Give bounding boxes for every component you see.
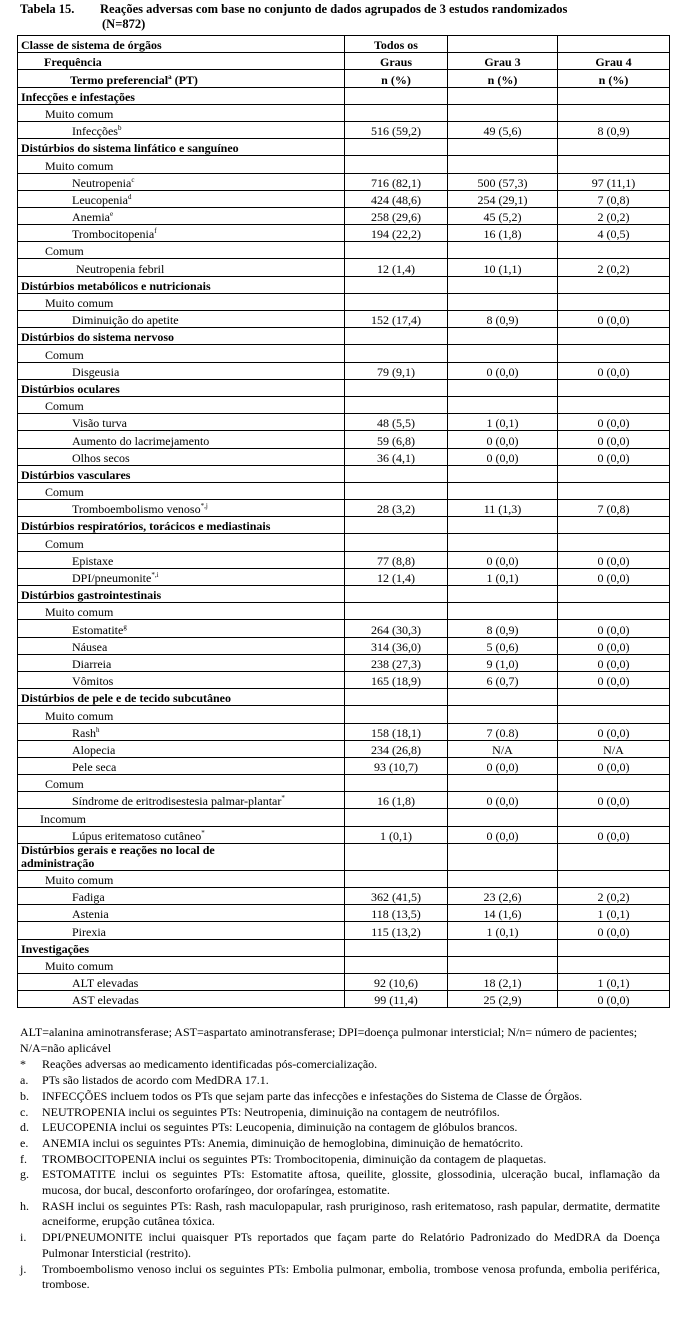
table-row bbox=[18, 991, 670, 1008]
footnote bbox=[20, 1199, 660, 1230]
value-g4: 2 (0,2) bbox=[558, 259, 670, 276]
value-g3: 16 (1,8) bbox=[448, 225, 558, 242]
footnote bbox=[20, 1057, 660, 1073]
value-g4: 0 (0,0) bbox=[558, 551, 670, 568]
footnote-text: Reações adversas ao medicamento identificadas pós-comercialização. bbox=[42, 1057, 378, 1072]
value-g4: 0 (0,0) bbox=[558, 922, 670, 939]
value-g4: 7 (0,8) bbox=[558, 190, 670, 207]
table-row bbox=[18, 190, 670, 207]
table-row bbox=[18, 620, 670, 637]
value-g4: 7 (0,8) bbox=[558, 500, 670, 517]
table-row bbox=[18, 311, 670, 328]
organ-class-row bbox=[18, 586, 670, 603]
abbreviations-note: ALT=alanina aminotransferase; AST=aspartato aminotransferase; DPI=doença pulmonar intersticial; N/n= número de pacientes; N/A=não aplicável bbox=[20, 1025, 638, 1055]
value-all: 59 (6,8) bbox=[345, 431, 448, 448]
footnote bbox=[20, 1073, 660, 1089]
value-g3: 0 (0,0) bbox=[448, 551, 558, 568]
value-g4: 0 (0,0) bbox=[558, 620, 670, 637]
organ-class-row bbox=[18, 87, 670, 104]
header-row-3 bbox=[18, 70, 670, 87]
footnote-text: RASH inclui os seguintes PTs: Rash, rash maculopapular, rash pruriginoso, rash eritematoso, rash papular, dermatite, dermatite acneiforme, erupção cutânea tóxica. bbox=[42, 1198, 660, 1229]
footnote-marker: j. bbox=[20, 1261, 27, 1276]
frequency-row bbox=[18, 870, 670, 887]
organ-class-row bbox=[18, 328, 670, 345]
frequency-row bbox=[18, 293, 670, 310]
organ-class-row bbox=[18, 276, 670, 293]
value-all: 79 (9,1) bbox=[345, 362, 448, 379]
frequency-label: Muito comum bbox=[18, 603, 345, 620]
preferred-term: Astenia bbox=[18, 905, 345, 922]
value-all: 258 (29,6) bbox=[345, 207, 448, 224]
preferred-term: Visão turva bbox=[18, 414, 345, 431]
footnote bbox=[20, 1230, 660, 1261]
preferred-term: Aumento do lacrimejamento bbox=[18, 431, 345, 448]
table-row bbox=[18, 826, 670, 843]
frequency-label: Comum bbox=[18, 345, 345, 362]
table-row bbox=[18, 568, 670, 585]
organ-class-label: Distúrbios gerais e reações no local de administração bbox=[18, 843, 345, 870]
value-all: 12 (1,4) bbox=[345, 259, 448, 276]
frequency-row bbox=[18, 156, 670, 173]
organ-class-label: Distúrbios vasculares bbox=[18, 465, 345, 482]
table-caption bbox=[20, 2, 670, 32]
value-all: 12 (1,4) bbox=[345, 568, 448, 585]
value-g3: 5 (0,6) bbox=[448, 637, 558, 654]
table-row bbox=[18, 121, 670, 138]
frequency-row bbox=[18, 396, 670, 413]
value-all: 77 (8,8) bbox=[345, 551, 448, 568]
value-g3: 1 (0,1) bbox=[448, 414, 558, 431]
organ-class-label: Distúrbios do sistema linfático e sanguíneo bbox=[18, 139, 345, 156]
value-g3: 45 (5,2) bbox=[448, 207, 558, 224]
preferred-term: Infecções$^b$ bbox=[18, 121, 345, 138]
value-g4: 0 (0,0) bbox=[558, 362, 670, 379]
frequency-row bbox=[18, 775, 670, 792]
value-g3: 0 (0,0) bbox=[448, 362, 558, 379]
value-g3: 1 (0,1) bbox=[448, 922, 558, 939]
header-grade-4: Grau 4 bbox=[558, 53, 670, 70]
value-all: 118 (13,5) bbox=[345, 905, 448, 922]
table-row bbox=[18, 973, 670, 990]
frequency-label: Muito comum bbox=[18, 156, 345, 173]
value-all: 92 (10,6) bbox=[345, 973, 448, 990]
preferred-term: Rash$^h$ bbox=[18, 723, 345, 740]
value-g4: 2 (0,2) bbox=[558, 888, 670, 905]
preferred-term: Anemia$^e$ bbox=[18, 207, 345, 224]
footnote-marker: g. bbox=[20, 1167, 29, 1182]
value-g3: 0 (0,0) bbox=[448, 792, 558, 809]
table-row bbox=[18, 905, 670, 922]
organ-class-label: Distúrbios oculares bbox=[18, 379, 345, 396]
footnote-text: Tromboembolismo venoso inclui os seguintes PTs: Embolia pulmonar, embolia, trombose venosa profunda, embolia periférica, trombose. bbox=[42, 1261, 660, 1292]
value-g4: 0 (0,0) bbox=[558, 826, 670, 843]
table-row bbox=[18, 448, 670, 465]
preferred-term: DPI/pneumonite$^{*,i}$ bbox=[18, 568, 345, 585]
organ-class-row bbox=[18, 139, 670, 156]
value-all: 158 (18,1) bbox=[345, 723, 448, 740]
value-g3: 23 (2,6) bbox=[448, 888, 558, 905]
value-g4: 0 (0,0) bbox=[558, 723, 670, 740]
value-g4: 8 (0,9) bbox=[558, 121, 670, 138]
value-all: 99 (11,4) bbox=[345, 991, 448, 1008]
table-row bbox=[18, 637, 670, 654]
frequency-label: Muito comum bbox=[18, 706, 345, 723]
frequency-row bbox=[18, 534, 670, 551]
value-g3: 25 (2,9) bbox=[448, 991, 558, 1008]
frequency-row bbox=[18, 809, 670, 826]
value-g4: 0 (0,0) bbox=[558, 991, 670, 1008]
value-all: 424 (48,6) bbox=[345, 190, 448, 207]
preferred-term: Neutropenia febril bbox=[18, 259, 345, 276]
header-unit-all: n (%) bbox=[345, 70, 448, 87]
footnote-text: LEUCOPENIA inclui os seguintes PTs: Leucopenia, diminuição na contagem de glóbulos brancos. bbox=[42, 1120, 518, 1135]
value-all: 28 (3,2) bbox=[345, 500, 448, 517]
organ-class-label: Distúrbios respiratórios, torácicos e mediastinais bbox=[18, 517, 345, 534]
frequency-row bbox=[18, 104, 670, 121]
preferred-term: AST elevadas bbox=[18, 991, 345, 1008]
value-g3: 49 (5,6) bbox=[448, 121, 558, 138]
value-g3: 6 (0,7) bbox=[448, 671, 558, 688]
value-g4: 4 (0,5) bbox=[558, 225, 670, 242]
footnote-marker: b. bbox=[20, 1088, 29, 1103]
header-unit-g4: n (%) bbox=[558, 70, 670, 87]
header-row-1 bbox=[18, 36, 670, 53]
organ-class-label: Infecções e infestações bbox=[18, 87, 345, 104]
value-g4: 0 (0,0) bbox=[558, 448, 670, 465]
value-g3: N/A bbox=[448, 740, 558, 757]
value-g3: 0 (0,0) bbox=[448, 757, 558, 774]
footnote-text: INFECÇÕES incluem todos os PTs que sejam parte das infecções e infestações do Sistema de Classe de Órgãos. bbox=[42, 1088, 583, 1103]
footnote-marker: f. bbox=[20, 1151, 27, 1166]
value-g4: 0 (0,0) bbox=[558, 568, 670, 585]
preferred-term: Alopecia bbox=[18, 740, 345, 757]
value-g3: 18 (2,1) bbox=[448, 973, 558, 990]
organ-class-row bbox=[18, 517, 670, 534]
footnote-marker: * bbox=[20, 1057, 26, 1072]
footnote bbox=[20, 1152, 660, 1168]
header-all-grades-1: Todos os bbox=[345, 36, 448, 53]
value-all: 36 (4,1) bbox=[345, 448, 448, 465]
frequency-label: Muito comum bbox=[18, 956, 345, 973]
value-g4: 1 (0,1) bbox=[558, 973, 670, 990]
table-row bbox=[18, 671, 670, 688]
preferred-term: Estomatite$^g$ bbox=[18, 620, 345, 637]
organ-class-label: Distúrbios metabólicos e nutricionais bbox=[18, 276, 345, 293]
value-all: 48 (5,5) bbox=[345, 414, 448, 431]
value-g4: N/A bbox=[558, 740, 670, 757]
value-g4: 2 (0,2) bbox=[558, 207, 670, 224]
preferred-term: Vômitos bbox=[18, 671, 345, 688]
value-g4: 0 (0,0) bbox=[558, 637, 670, 654]
table-row bbox=[18, 723, 670, 740]
footnote-marker: h. bbox=[20, 1198, 29, 1213]
table-row bbox=[18, 207, 670, 224]
frequency-label: Comum bbox=[18, 775, 345, 792]
frequency-row bbox=[18, 603, 670, 620]
preferred-term: ALT elevadas bbox=[18, 973, 345, 990]
footnotes bbox=[20, 1025, 660, 1293]
header-row-2 bbox=[18, 53, 670, 70]
value-g3: 254 (29,1) bbox=[448, 190, 558, 207]
value-g3: 500 (57,3) bbox=[448, 173, 558, 190]
value-all: 264 (30,3) bbox=[345, 620, 448, 637]
table-row bbox=[18, 500, 670, 517]
value-g4: 0 (0,0) bbox=[558, 311, 670, 328]
footnote-text: DPI/PNEUMONITE inclui quaisquer PTs reportados que façam parte do Relatório Padronizado do MedDRA da Doença Pulmonar Intersticial (restrito). bbox=[42, 1230, 660, 1260]
table-row bbox=[18, 259, 670, 276]
preferred-term: Pirexia bbox=[18, 922, 345, 939]
frequency-row bbox=[18, 242, 670, 259]
header-unit-g3: n (%) bbox=[448, 70, 558, 87]
preferred-term: Pele seca bbox=[18, 757, 345, 774]
footnote-marker: d. bbox=[20, 1120, 29, 1135]
frequency-label: Comum bbox=[18, 482, 345, 499]
header-all-grades-2: Graus bbox=[345, 53, 448, 70]
preferred-term: Disgeusia bbox=[18, 362, 345, 379]
value-g3: 14 (1,6) bbox=[448, 905, 558, 922]
value-g3: 9 (1,0) bbox=[448, 654, 558, 671]
footnote-marker: a. bbox=[20, 1073, 29, 1088]
footnote-marker: i. bbox=[20, 1230, 27, 1245]
table-row bbox=[18, 740, 670, 757]
value-g3: 0 (0,0) bbox=[448, 826, 558, 843]
value-all: 362 (41,5) bbox=[345, 888, 448, 905]
value-g3: 8 (0,9) bbox=[448, 620, 558, 637]
frequency-label: Comum bbox=[18, 242, 345, 259]
table-title: Reações adversas com base no conjunto de dados agrupados de 3 estudos randomizados bbox=[100, 2, 568, 16]
table-row bbox=[18, 551, 670, 568]
frequency-row bbox=[18, 956, 670, 973]
value-g4: 0 (0,0) bbox=[558, 792, 670, 809]
value-g3: 10 (1,1) bbox=[448, 259, 558, 276]
organ-class-label: Distúrbios gastrointestinais bbox=[18, 586, 345, 603]
table-row bbox=[18, 225, 670, 242]
frequency-label: Muito comum bbox=[18, 870, 345, 887]
footnote-marker: c. bbox=[20, 1104, 29, 1119]
preferred-term: Epistaxe bbox=[18, 551, 345, 568]
footnote-list bbox=[20, 1057, 660, 1293]
footnote-text: NEUTROPENIA inclui os seguintes PTs: Neutropenia, diminuição na contagem de neutrófilos. bbox=[42, 1104, 500, 1119]
value-all: 516 (59,2) bbox=[345, 121, 448, 138]
preferred-term: Olhos secos bbox=[18, 448, 345, 465]
value-g4: 1 (0,1) bbox=[558, 905, 670, 922]
footnote bbox=[20, 1120, 660, 1136]
value-all: 194 (22,2) bbox=[345, 225, 448, 242]
organ-class-row bbox=[18, 379, 670, 396]
preferred-term: Fadiga bbox=[18, 888, 345, 905]
footnote-marker: e. bbox=[20, 1135, 29, 1150]
table-row bbox=[18, 888, 670, 905]
footnote-text: ANEMIA inclui os seguintes PTs: Anemia, diminuição de hemoglobina, diminuição de hematócrito. bbox=[42, 1135, 524, 1150]
preferred-term: Neutropenia$^c$ bbox=[18, 173, 345, 190]
preferred-term: Náusea bbox=[18, 637, 345, 654]
preferred-term: Lúpus eritematoso cutâneo* bbox=[18, 826, 345, 843]
footnote-text: ESTOMATITE inclui os seguintes PTs: Estomatite aftosa, queilite, glossite, glossodinia, ulceração bucal, inflamação da mucosa, dor bucal, desconforto orofaríngeo, dor orofaríngea, estomatite. bbox=[42, 1167, 660, 1198]
value-all: 716 (82,1) bbox=[345, 173, 448, 190]
organ-class-label: Distúrbios do sistema nervoso bbox=[18, 328, 345, 345]
value-all: 115 (13,2) bbox=[345, 922, 448, 939]
preferred-term: Síndrome de eritrodisestesia palmar-plantar* bbox=[18, 792, 345, 809]
footnote bbox=[20, 1105, 660, 1121]
table-row bbox=[18, 654, 670, 671]
header-preferred-term: Termo preferencial$^a$ (PT) bbox=[18, 70, 345, 87]
table-row bbox=[18, 431, 670, 448]
value-g3: 11 (1,3) bbox=[448, 500, 558, 517]
frequency-label: Comum bbox=[18, 534, 345, 551]
preferred-term: Diarreia bbox=[18, 654, 345, 671]
value-g4: 0 (0,0) bbox=[558, 757, 670, 774]
table-title-continuation: (N=872) bbox=[102, 17, 146, 31]
value-all: 16 (1,8) bbox=[345, 792, 448, 809]
organ-class-label: Distúrbios de pele e de tecido subcutâneo bbox=[18, 689, 345, 706]
header-frequency: Frequência bbox=[18, 53, 345, 70]
organ-class-label: Investigações bbox=[18, 939, 345, 956]
table-row bbox=[18, 414, 670, 431]
footnote-text: PTs são listados de acordo com MedDRA 17.1. bbox=[42, 1073, 269, 1088]
value-all: 1 (0,1) bbox=[345, 826, 448, 843]
frequency-label: Muito comum bbox=[18, 104, 345, 121]
organ-class-row bbox=[18, 689, 670, 706]
table-row bbox=[18, 757, 670, 774]
value-g3: 8 (0,9) bbox=[448, 311, 558, 328]
organ-class-row bbox=[18, 465, 670, 482]
value-all: 152 (17,4) bbox=[345, 311, 448, 328]
value-g3: 1 (0,1) bbox=[448, 568, 558, 585]
value-g3: 0 (0,0) bbox=[448, 431, 558, 448]
adverse-reactions-table bbox=[17, 35, 670, 1008]
footnote bbox=[20, 1136, 660, 1152]
frequency-label: Muito comum bbox=[18, 293, 345, 310]
frequency-row bbox=[18, 482, 670, 499]
preferred-term: Tromboembolismo venoso$^{*,j}$ bbox=[18, 500, 345, 517]
value-g4: 0 (0,0) bbox=[558, 671, 670, 688]
table-row bbox=[18, 362, 670, 379]
organ-class-row bbox=[18, 843, 670, 870]
value-all: 165 (18,9) bbox=[345, 671, 448, 688]
frequency-label: Incomum bbox=[18, 809, 345, 826]
footnote bbox=[20, 1262, 660, 1293]
value-g4: 0 (0,0) bbox=[558, 414, 670, 431]
preferred-term: Diminuição do apetite bbox=[18, 311, 345, 328]
footnote bbox=[20, 1167, 660, 1198]
header-grade-3: Grau 3 bbox=[448, 53, 558, 70]
footnote-text: TROMBOCITOPENIA inclui os seguintes PTs: Trombocitopenia, diminuição da contagem de plaquetas. bbox=[42, 1151, 547, 1166]
table-number: Tabela 15. bbox=[20, 2, 75, 16]
organ-class-row bbox=[18, 939, 670, 956]
value-all: 234 (26,8) bbox=[345, 740, 448, 757]
value-all: 238 (27,3) bbox=[345, 654, 448, 671]
table-row bbox=[18, 173, 670, 190]
frequency-label: Comum bbox=[18, 396, 345, 413]
value-g4: 0 (0,0) bbox=[558, 431, 670, 448]
value-g4: 0 (0,0) bbox=[558, 654, 670, 671]
value-g3: 0 (0,0) bbox=[448, 448, 558, 465]
frequency-row bbox=[18, 345, 670, 362]
frequency-row bbox=[18, 706, 670, 723]
preferred-term: Trombocitopenia$^f$ bbox=[18, 225, 345, 242]
value-g3: 7 (0.8) bbox=[448, 723, 558, 740]
value-g4: 97 (11,1) bbox=[558, 173, 670, 190]
header-class: Classe de sistema de órgãos bbox=[18, 36, 345, 53]
footnote bbox=[20, 1089, 660, 1105]
value-all: 314 (36,0) bbox=[345, 637, 448, 654]
table-row bbox=[18, 792, 670, 809]
table-row bbox=[18, 922, 670, 939]
preferred-term: Leucopenia$^d$ bbox=[18, 190, 345, 207]
value-all: 93 (10,7) bbox=[345, 757, 448, 774]
